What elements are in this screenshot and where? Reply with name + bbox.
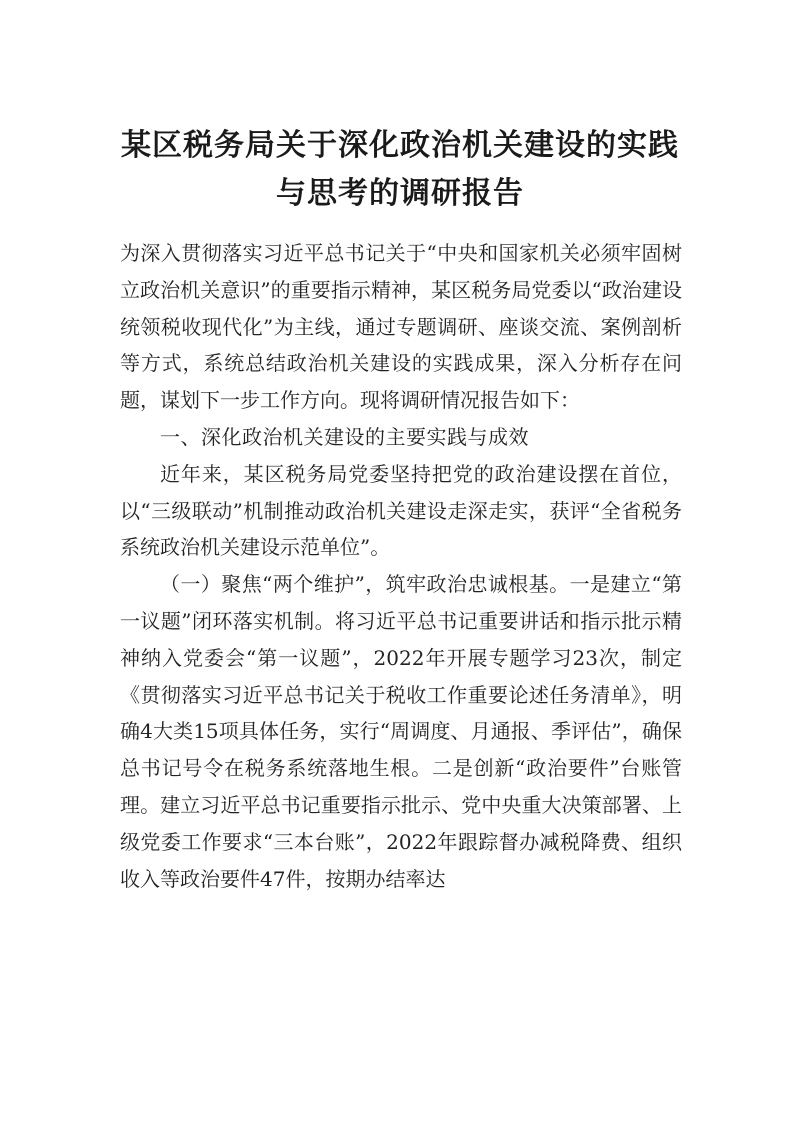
document-body <box>120 235 682 897</box>
document-title-line-2: 与思考的调研报告 <box>276 176 524 211</box>
document-title-line-1: 某区税务局关于深化政治机关建设的实践 <box>121 128 679 163</box>
section-intro-paragraph: 近年来，某区税务局党委坚持把党的政治建设摆在首位，以“三级联动”机制推动政治机关建设走深走实，获评“全省税务系统政治机关建设示范单位”。 <box>120 461 682 560</box>
intro-paragraph: 为深入贯彻落实习近平总书记关于“中央和国家机关必须牢固树立政治机关意识”的重要指示精神，某区税务局党委以“政治建设统领税收现代化”为主线，通过专题调研、座谈交流、案例剖析等方式，系统总结政治机关建设的实践成果，深入分析存在问题，谋划下一步工作方向。现将调研情况报告如下： <box>120 241 682 413</box>
subsection-paragraph: （一）聚焦“两个维护”，筑牢政治忠诚根基。一是建立“第一议题”闭环落实机制。将习近平总书记重要讲话和指示批示精神纳入党委会“第一议题”，2022年开展专题学习23次，制定《贯彻落实习近平总书记关于税收工作重要论述任务清单》，明确4大类15项具体任务，实行“周调度、月通报、季评估”，确保总书记号令在税务系统落地生根。二是创新“政治要件”台账管理。建立习近平总书记重要指示批示、党中央重大决策部署、上级党委工作要求“三本台账”，2022年跟踪督办减税降费、组织收入等政治要件47件，按期办结率达 <box>120 572 682 891</box>
section-heading: 一、深化政治机关建设的主要实践与成效 <box>160 424 529 449</box>
